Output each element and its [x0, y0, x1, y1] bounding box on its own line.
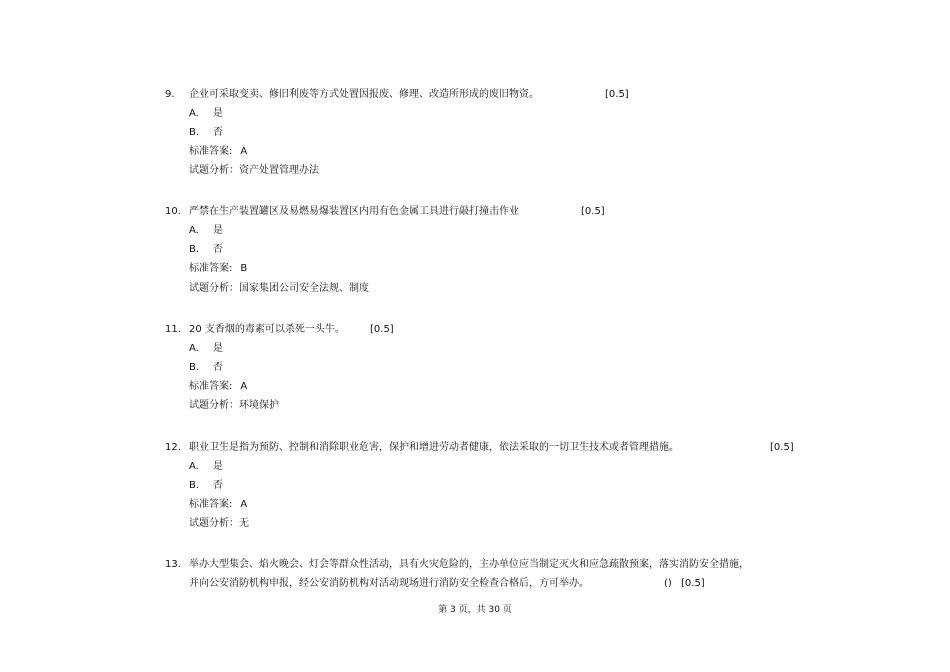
- answer-label: 标准答案:: [189, 499, 233, 510]
- standard-answer: [189, 380, 247, 393]
- answer-value: A: [240, 499, 248, 510]
- option-text: 否: [213, 244, 223, 255]
- option-text: 是: [213, 461, 223, 472]
- option-text: 是: [213, 108, 223, 119]
- question-number: 10.: [165, 206, 181, 217]
- question-number: 12.: [165, 442, 181, 453]
- option-a: [189, 460, 223, 473]
- answer-label: 标准答案:: [189, 381, 233, 392]
- option-key: A.: [189, 225, 199, 236]
- option-text: 是: [213, 225, 223, 236]
- answer-value: B: [240, 263, 248, 274]
- option-key: B.: [189, 127, 200, 138]
- analysis: 试题分析：环境保护: [189, 400, 279, 411]
- question-score: [0.5]: [770, 442, 794, 453]
- analysis: 试题分析：无: [189, 518, 249, 529]
- question-number: 9.: [165, 89, 175, 100]
- option-text: 否: [213, 362, 223, 373]
- question-stem: 严禁在生产装置罐区及易燃易爆装置区内用有色金属工具进行敲打撞击作业: [189, 206, 519, 217]
- option-a: [189, 107, 223, 120]
- answer-label: 标准答案:: [189, 146, 233, 157]
- question-stem: 企业可采取变卖、修旧利废等方式处置因报废、修理、改造所形成的废旧物资。: [189, 89, 539, 100]
- question-stem-line-1: 举办大型集会、焰火晚会、灯会等群众性活动，具有火灾危险的，主办单位应当制定灭火和应急疏散预案，落实消防安全措施，: [189, 559, 749, 570]
- question-score: [0.5]: [370, 324, 394, 335]
- option-text: 是: [213, 343, 223, 354]
- question-stem: 20 支香烟的毒素可以杀死一头牛。: [189, 324, 345, 335]
- option-a: [189, 342, 223, 355]
- page-footer: 第 3 页，共 30 页: [438, 605, 512, 615]
- standard-answer: [189, 262, 247, 275]
- analysis: 试题分析：资产处置管理办法: [189, 165, 319, 176]
- option-a: [189, 224, 223, 237]
- question-score: [0.5]: [581, 206, 605, 217]
- option-key: A.: [189, 343, 199, 354]
- answer-value: A: [240, 146, 248, 157]
- question-stem: 职业卫生是指为预防、控制和消除职业危害，保护和增进劳动者健康，依法采取的一切卫生技术或者管理措施。: [189, 442, 679, 453]
- answer-blank: (): [664, 578, 672, 589]
- option-key: A.: [189, 461, 199, 472]
- standard-answer: [189, 145, 247, 158]
- answer-label: 标准答案:: [189, 263, 233, 274]
- option-text: 否: [213, 480, 223, 491]
- question-stem-line-2: 并向公安消防机构申报，经公安消防机构对活动现场进行消防安全检查合格后，方可举办。: [189, 578, 589, 589]
- standard-answer: [189, 498, 247, 511]
- option-b: [189, 361, 223, 374]
- question-score: [0.5]: [605, 89, 629, 100]
- option-key: B.: [189, 362, 200, 373]
- option-key: B.: [189, 244, 200, 255]
- option-key: A.: [189, 108, 199, 119]
- option-key: B.: [189, 480, 200, 491]
- answer-value: A: [240, 381, 248, 392]
- question-number: 13.: [165, 559, 181, 570]
- option-text: 否: [213, 127, 223, 138]
- option-b: [189, 243, 223, 256]
- option-b: [189, 479, 223, 492]
- question-score: [0.5]: [681, 578, 705, 589]
- question-number: 11.: [165, 324, 181, 335]
- option-b: [189, 126, 223, 139]
- analysis: 试题分析：国家集团公司安全法规、制度: [189, 283, 369, 294]
